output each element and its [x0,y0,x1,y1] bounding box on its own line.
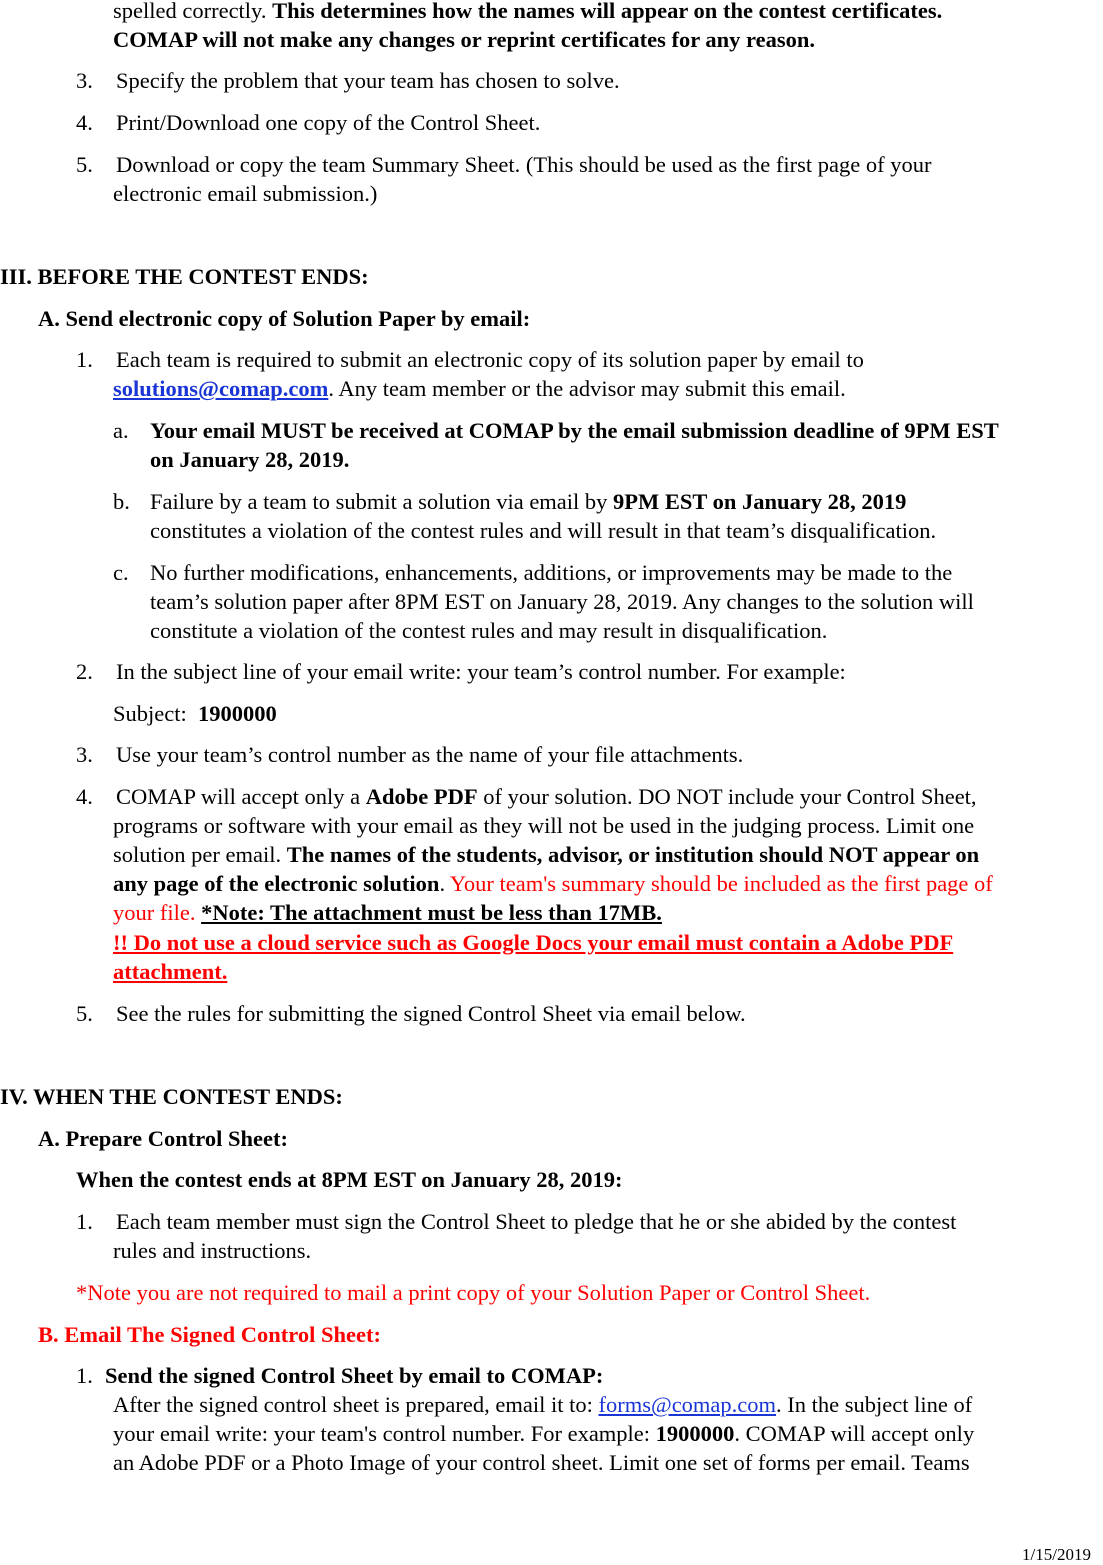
s4b-item-1-cont-3: an Adobe PDF or a Photo Image of your control sheet. Limit one set of forms per email. Teams [113,1450,970,1475]
contest-end-time: When the contest ends at 8PM EST on January 28, 2019: [76,1167,623,1192]
s4b-item-1: 1. Send the signed Control Sheet by email to COMAP: [76,1363,604,1388]
s4-item-1-cont: rules and instructions. [113,1238,312,1263]
s3-item-4-cont-5 [113,928,953,957]
list-item-3-problem: 3. Specify the problem that your team has chosen to solve. [76,68,620,93]
s4b-item-1-cont-1: After the signed control sheet is prepared, email it to: forms@comap.com. In the subject line of [113,1392,973,1417]
subheading-prepare-control: A. Prepare Control Sheet: [38,1126,288,1151]
s3-item-2: 2. In the subject line of your email write: your team’s control number. For example: [76,659,846,684]
s4b-item-1-cont-2: your email write: your team's control number. For example: 1900000. COMAP will accept only [113,1421,975,1446]
s3-item-1-cont: solutions@comap.com. Any team member or the advisor may submit this email. [113,376,846,401]
page-date: 1/15/2019 [1022,1545,1091,1564]
intro-line-2: COMAP will not make any changes or reprint certificates for any reason. [113,27,816,52]
subject-example: Subject: 1900000 [113,701,277,726]
cloud-warning: !! Do not use a cloud service such as Google Docs your email must contain a Adobe PDF [113,930,954,955]
forms-email-link[interactable]: forms@comap.com [598,1392,777,1417]
s3-item-c: c. No further modifications, enhancements, additions, or improvements may be made to the [113,560,953,585]
list-item-5-summary-cont: electronic email submission.) [113,181,378,206]
s3-item-4-cont-6: attachment. [113,959,228,984]
s3-item-4-cont-2: solution per email. The names of the students, advisor, or institution should NOT appear on [113,842,980,867]
s3-item-4-cont-3: any page of the electronic solution. Your team's summary should be included as the first page of [113,871,993,896]
s3-item-3: 3. Use your team’s control number as the name of your file attachments. [76,742,744,767]
section-heading-before: III. BEFORE THE CONTEST ENDS: [0,264,369,289]
s3-item-4-cont-4: your file. *Note: The attachment must be less than 17MB. [113,900,662,925]
s3-item-b-cont: constitutes a violation of the contest rules and will result in that team’s disqualification. [150,518,937,543]
s3-item-c-cont-1: team’s solution paper after 8PM EST on January 28, 2019. Any changes to the solution will [150,589,974,614]
print-copy-note: *Note you are not required to mail a print copy of your Solution Paper or Control Sheet. [76,1280,871,1305]
s3-item-1: 1. Each team is required to submit an electronic copy of its solution paper by email to [76,347,864,372]
s3-item-c-cont-2: constitute a violation of the contest rules and may result in disqualification. [150,618,828,643]
attachment-size-note: *Note: The attachment must be less than 17MB. [201,900,662,925]
solutions-email-link[interactable]: solutions@comap.com [113,376,329,401]
s3-item-4: 4. COMAP will accept only a Adobe PDF of your solution. DO NOT include your Control Sheet, [76,784,977,809]
subheading-send-solution: A. Send electronic copy of Solution Paper by email: [38,306,531,331]
s3-item-4-cont-1: programs or software with your email as they will not be used in the judging process. Limit one [113,813,975,838]
s3-item-a-cont: on January 28, 2019. [150,447,350,472]
subheading-email-control: B. Email The Signed Control Sheet: [38,1322,381,1347]
s3-item-a: a. Your email MUST be received at COMAP by the email submission deadline of 9PM EST [113,418,999,443]
section-heading-when: IV. WHEN THE CONTEST ENDS: [0,1084,343,1109]
list-item-5-summary: 5. Download or copy the team Summary Sheet. (This should be used as the first page of your [76,152,932,177]
s4-item-1: 1. Each team member must sign the Control Sheet to pledge that he or she abided by the contest [76,1209,957,1234]
s3-item-b: b. Failure by a team to submit a solution via email by 9PM EST on January 28, 2019 [113,489,907,514]
list-item-4-print: 4. Print/Download one copy of the Control Sheet. [76,110,541,135]
s3-item-5: 5. See the rules for submitting the signed Control Sheet via email below. [76,1001,746,1026]
intro-line-1: spelled correctly. This determines how the names will appear on the contest certificates. [113,0,943,23]
